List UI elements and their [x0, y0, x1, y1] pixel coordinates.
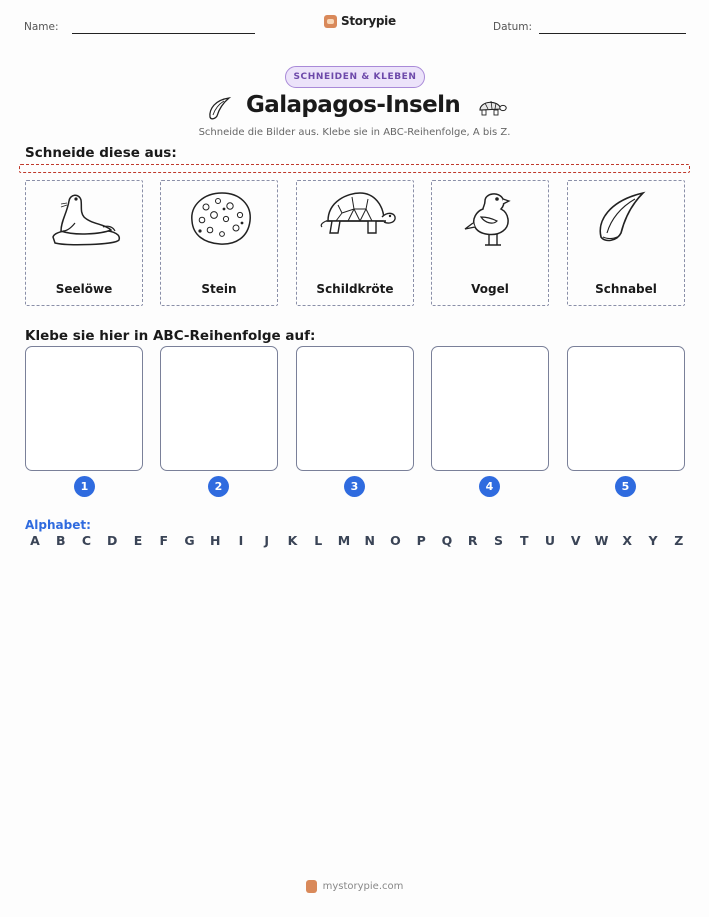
beak-icon [205, 95, 233, 121]
alphabet-letter: F [159, 533, 169, 548]
page-title: Galapagos-Inseln [246, 92, 461, 118]
activity-badge: SCHNEIDEN & KLEBEN [285, 66, 425, 88]
rock-icon [180, 187, 260, 249]
alphabet-letter: P [416, 533, 426, 548]
alphabet-letter: C [81, 533, 92, 548]
slot-number-5: 5 [615, 476, 636, 497]
alphabet-letter: Y [648, 533, 658, 548]
slot-number-3: 3 [344, 476, 365, 497]
alphabet-letter: X [622, 533, 633, 548]
slot-number-2: 2 [208, 476, 229, 497]
footer-site[interactable]: mystorypie.com [322, 881, 404, 892]
footer [0, 880, 709, 893]
paste-heading: Klebe sie hier in ABC-Reihenfolge auf: [25, 328, 316, 344]
alphabet-heading: Alphabet: [25, 518, 91, 532]
alphabet-letter: U [544, 533, 556, 548]
alphabet-row [27, 533, 687, 548]
paste-slot-3[interactable] [296, 346, 414, 471]
bird-icon [451, 187, 531, 249]
card-label: Schnabel [595, 282, 657, 296]
alphabet-letter: L [314, 533, 323, 548]
alphabet-letter: S [493, 533, 503, 548]
tortoise-icon [474, 94, 507, 120]
cut-heading: Schneide diese aus: [25, 145, 177, 161]
alphabet-letter: W [594, 533, 609, 548]
alphabet-letter: G [184, 533, 195, 548]
card-label: Seelöwe [55, 282, 113, 296]
storypie-logo [324, 14, 396, 28]
paste-slot-4[interactable] [431, 346, 549, 471]
alphabet-letter: D [107, 533, 118, 548]
date-line[interactable] [539, 33, 686, 34]
alphabet-letter: J [264, 533, 270, 548]
storypie-logo-icon [324, 15, 337, 28]
title-row [0, 91, 709, 125]
name-line[interactable] [72, 33, 255, 34]
alphabet-letter: T [519, 533, 529, 548]
paste-slot-2[interactable] [160, 346, 278, 471]
alphabet-letter: B [55, 533, 66, 548]
tortoise-icon [316, 187, 396, 249]
name-label: Name: [24, 21, 59, 33]
alphabet-letter: N [364, 533, 375, 548]
cut-card-sea-lion[interactable] [25, 180, 143, 306]
alphabet-letter: Q [441, 533, 453, 548]
cut-card-tortoise[interactable] [296, 180, 414, 306]
alphabet-letter: O [390, 533, 401, 548]
cut-card-rock[interactable] [160, 180, 278, 306]
slot-number-1: 1 [74, 476, 95, 497]
alphabet-letter: V [570, 533, 581, 548]
beak-icon [587, 187, 667, 249]
sea-lion-icon [45, 187, 125, 249]
alphabet-letter: H [210, 533, 221, 548]
alphabet-letter: Z [674, 533, 684, 548]
cut-card-bird[interactable] [431, 180, 549, 306]
storypie-logo-icon [306, 880, 317, 893]
card-label: Schildkröte [316, 282, 394, 296]
card-label: Stein [201, 282, 237, 296]
brand-name: Storypie [341, 14, 396, 28]
alphabet-letter: A [30, 533, 40, 548]
card-label: Vogel [471, 282, 509, 296]
alphabet-letter: R [467, 533, 478, 548]
date-label: Datum: [493, 21, 533, 33]
alphabet-letter: E [133, 533, 143, 548]
alphabet-letter: M [337, 533, 351, 548]
paste-slot-5[interactable] [567, 346, 685, 471]
cut-line [19, 164, 690, 173]
slot-number-4: 4 [479, 476, 500, 497]
paste-slot-1[interactable] [25, 346, 143, 471]
alphabet-letter: I [238, 533, 244, 548]
instructions: Schneide die Bilder aus. Klebe sie in ABC-Reihenfolge, A bis Z. [198, 127, 511, 138]
alphabet-letter: K [287, 533, 298, 548]
cut-card-beak[interactable] [567, 180, 685, 306]
